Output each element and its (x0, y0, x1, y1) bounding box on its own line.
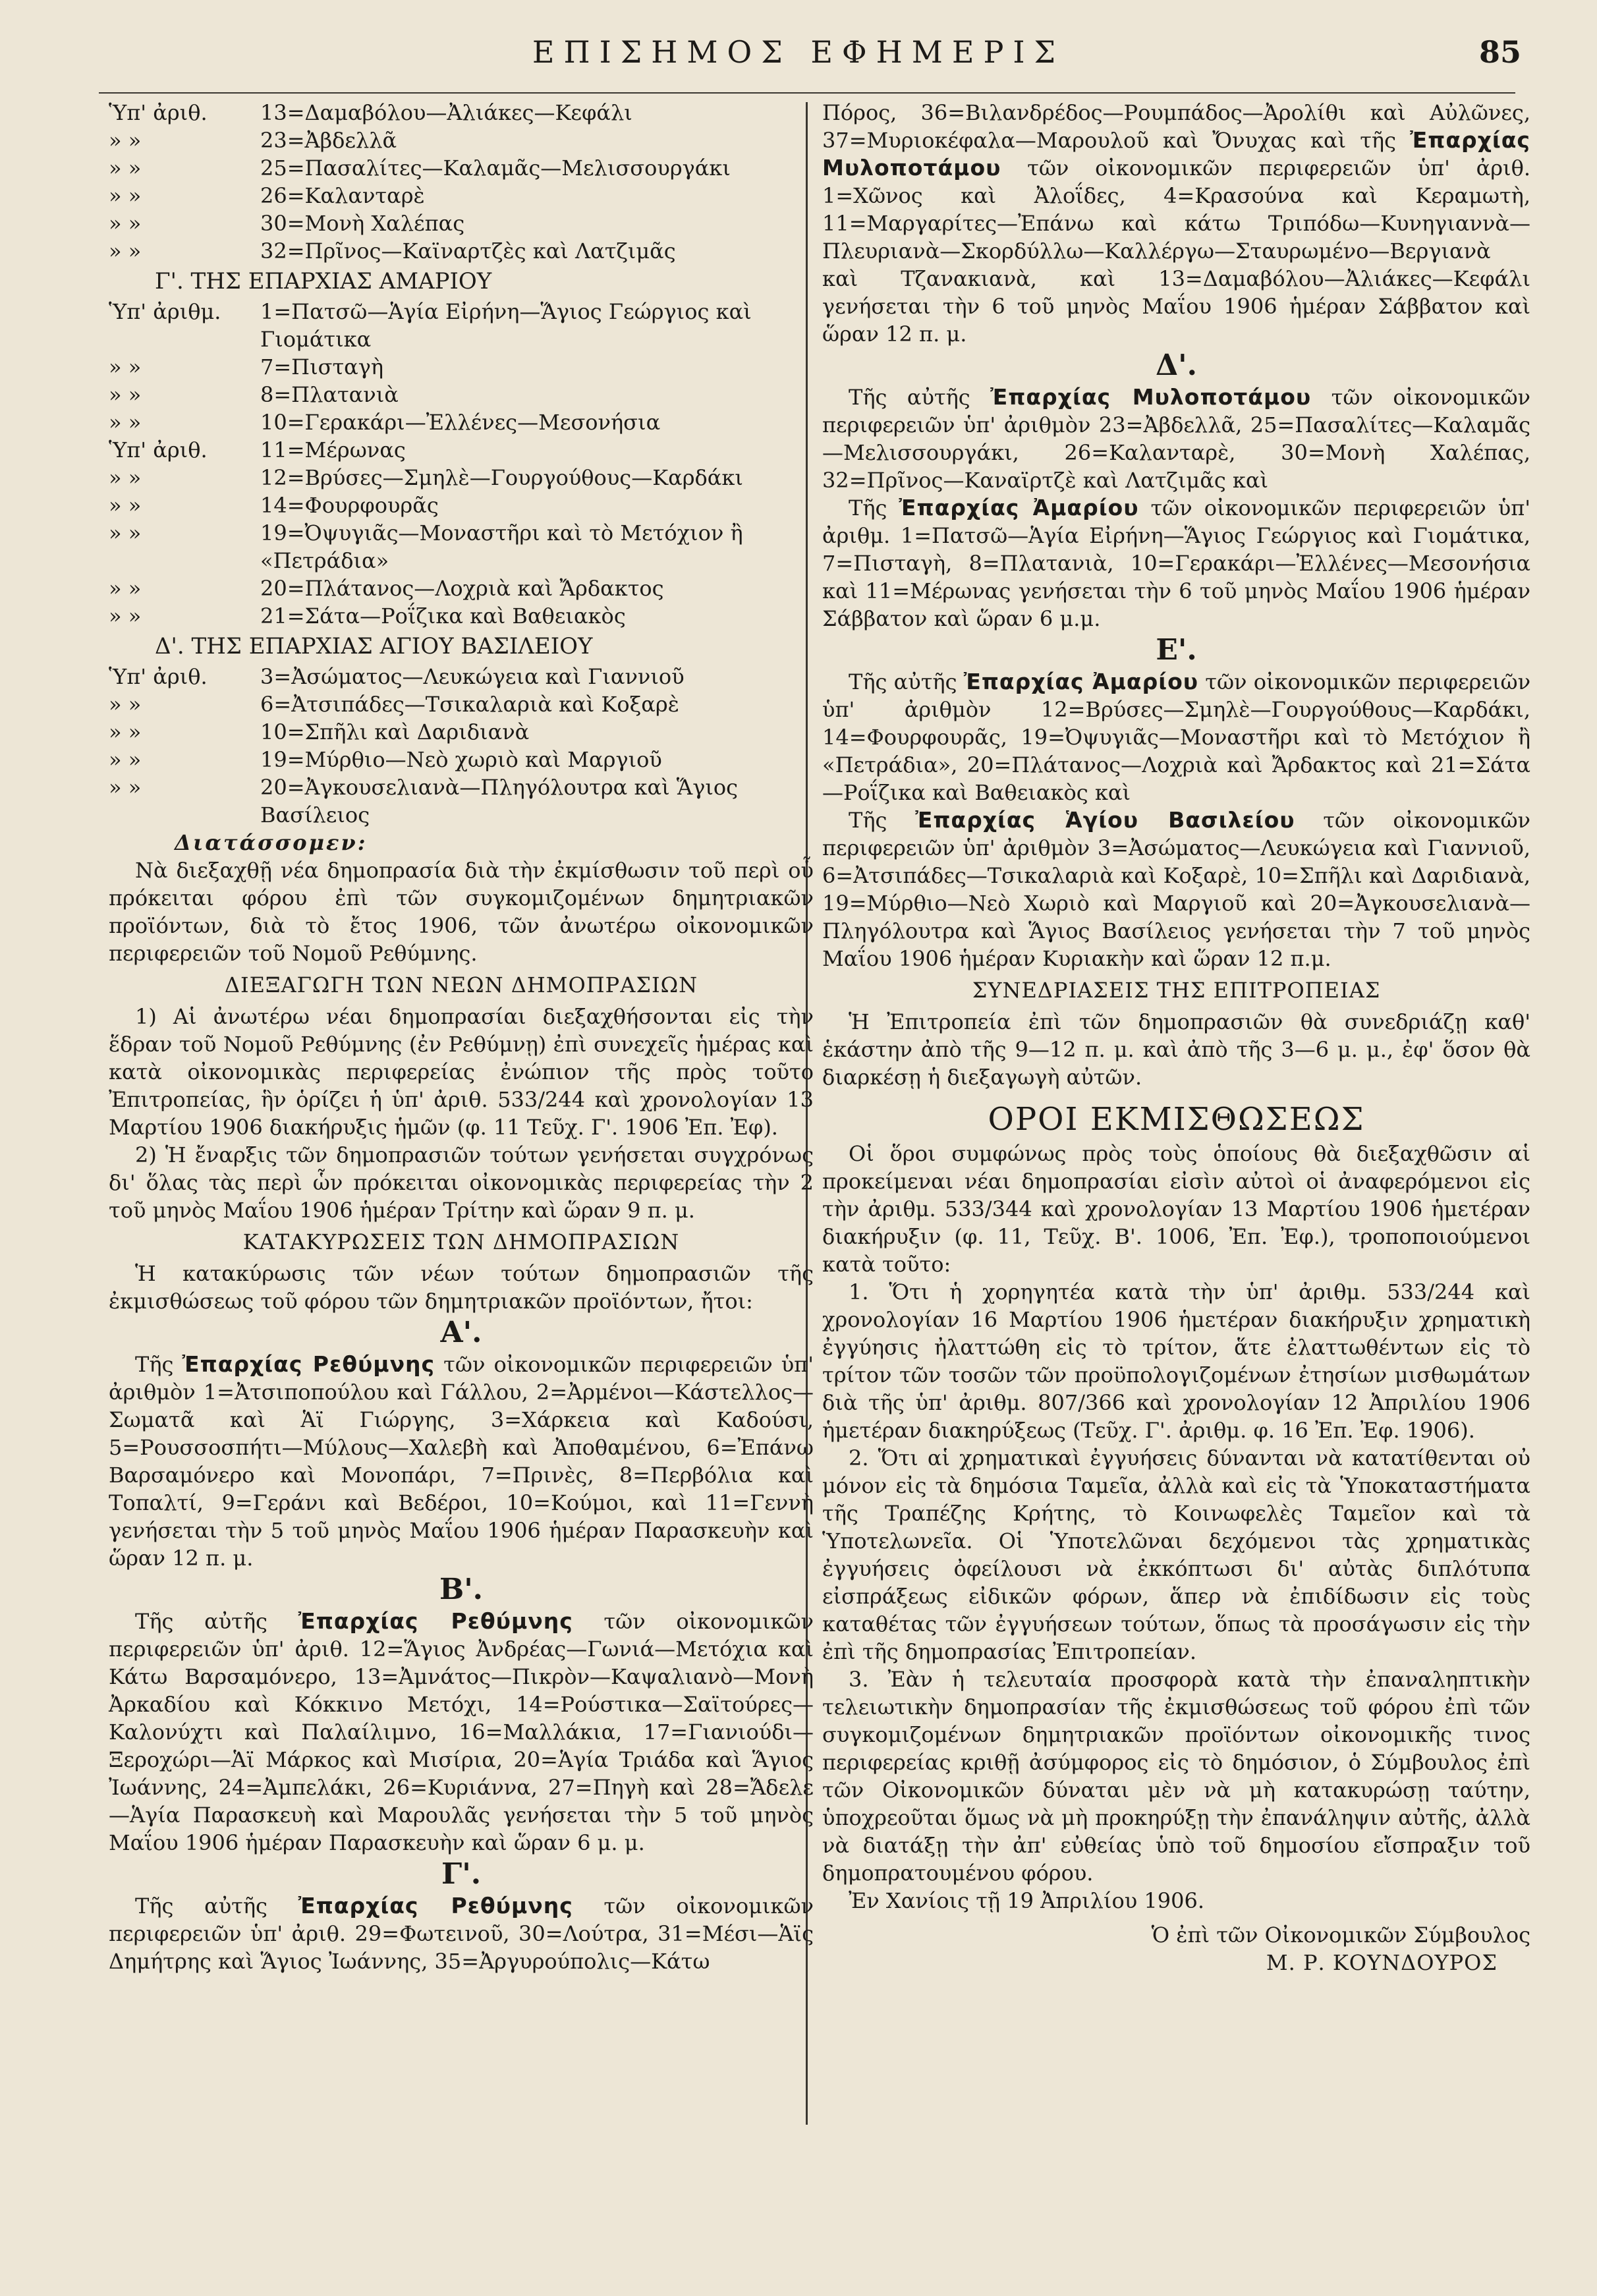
number-prefix: » » (109, 155, 142, 181)
date-line: Ἐν Χανίοις τῇ 19 Ἀπριλίου 1906. (849, 1888, 1204, 1913)
right-column (822, 99, 1530, 1976)
page-header (0, 34, 1597, 80)
list-item (109, 298, 814, 353)
province-name: Ἐπαρχίας Ἁγίου Βασιλείου (915, 807, 1295, 833)
decree-heading: Διατάσσομεν: (175, 830, 368, 855)
list-item (109, 519, 814, 574)
page-number: 85 (1478, 34, 1521, 70)
number-prefix: » » (109, 238, 142, 264)
district-entry: 3=Ἀσώματος—Λευκώγεια καὶ Γιαννιοῦ (260, 664, 685, 689)
text: Τῆς (135, 1352, 182, 1377)
list-item (109, 690, 814, 718)
list-item (109, 574, 814, 602)
list-item (109, 663, 814, 690)
text: τῶν οἰκονομικῶν περιφερειῶν ὑπ' ἀριθ. 29=Φωτεινοῦ, 30=Λούτρα, 31=Μέσι—Ἁϊς Δημήτρης καὶ Ἅγιος Ἰωάννης, 35=Ἀργυρούπολις—Κάτω (109, 1893, 814, 1974)
district-entry: 14=Φουρφουρᾶς (260, 493, 439, 518)
list-item (109, 464, 814, 491)
province-name: Ἐπαρχίας Μυλοποτάμου (990, 384, 1312, 410)
list-item (109, 773, 814, 829)
number-prefix: » » (109, 465, 142, 490)
paragraph-b (109, 1608, 814, 1857)
text: Τῆς αὐτῆς (135, 1609, 298, 1634)
list-item (109, 237, 814, 265)
province-name: Ἐπαρχίας Ρεθύμνης (298, 1608, 573, 1634)
text: Τῆς αὐτῆς (849, 385, 991, 410)
number-prefix: Ὑπ' ἀριθ. (109, 664, 208, 689)
text: τῶν οἰκονομικῶν περιφερειῶν ὑπ' ἀριθμ. 1=Πατσῶ—Ἁγία Εἰρήνη—Ἅγιος Γεώργιος καὶ Γιομάτικα, 7=Πισταγὴ, 8=Πλατανιὰ, 10=Γερακάρι—Ἐλλένες—Μεσονήσια καὶ 11=Μέρωνας γενήσεται τὴν 6 τοῦ μηνὸς Μαΐου 1906 ἡμέραν Σάββατον καὶ ὥραν 6 μ.μ. (822, 495, 1531, 631)
list-item (109, 99, 814, 126)
left-column (109, 99, 814, 1975)
number-prefix: » » (109, 603, 142, 629)
signatory-title: Ὁ ἐπὶ τῶν Οἰκονομικῶν Σύμβουλος (1151, 1922, 1530, 1947)
text: Τῆς αὐτῆς (135, 1893, 298, 1918)
term-3: 3. Ἐὰν ἡ τελευταία προσφορὰ κατὰ τὴν ἐπαναληπτικὴν τελειωτικὴν δημοπρασίαν τῆς ἐκμισθώσεως τοῦ φόρου ἐπὶ τῶν συγκομιζομένων δημητριακῶν προϊόντων οἰκονομικῆς τινος περιφερείας κριθῇ ἀσύμφορος εἰς τὸ δημόσιον, ὁ Σύμβουλος ἐπὶ τῶν Οἰκονομικῶν δύναται μὲν νὰ μὴ κατακυρώσῃ ταύτην, ὑποχρεοῦται ὅμως νὰ μὴ προκηρύξῃ τὴν ἐπανάληψιν αὐτῆς, ἀλλὰ νὰ διατάξῃ τὴν ἀπ' εὐθείας ὑπὸ τοῦ δημοσίου εἴσπραξιν τοῦ δημοπρατουμένου φόρου. (822, 1667, 1530, 1886)
list-item (109, 602, 814, 630)
amari-list (109, 298, 814, 630)
district-entry: 6=Ἀτσιπάδες—Τσικαλαριὰ καὶ Κοξαρὲ (260, 692, 679, 717)
list-item (109, 491, 814, 519)
list-item (109, 353, 814, 381)
number-prefix: » » (109, 128, 142, 153)
signatory-name: Μ. Ρ. ΚΟΥΝΔΟΥΡΟΣ (1266, 1950, 1498, 1975)
district-entry: 26=Καλανταρὲ (260, 183, 425, 208)
term-2: 2. Ὅτι αἱ χρηματικαὶ ἐγγυήσεις δύνανται νὰ κατατίθενται οὐ μόνον εἰς τὰ δημόσια Ταμεῖα, ἀλλὰ καὶ εἰς τὰ Ὑποκαταστήματα τῆς Τραπέζης Κρήτης, τὸ Κοινωφελὲς Ταμεῖον καὶ τὰ Ὑποτελωνεῖα. Οἱ Ὑποτελῶναι δεχόμενοι τὰς χρηματικὰς ἐγγυήσεις ὀφείλουσι νὰ ἐκκόπτωσι δι' αὐτὰς διπλότυπα εἰσπράξεως εἰδικῶν φόρων, ἅπερ νὰ ἐπιδίδωσιν εἰς τοὺς καταθέτας τῶν ἐγγυήσεων τούτων, ὅπως τὰ προσάγωσιν εἰς τὴν ἐπὶ τῆς δημοπρασίας Ἐπιτροπείαν. (822, 1445, 1530, 1664)
district-entry: 23=Ἀβδελλᾶ (260, 128, 397, 153)
text: Τῆς αὐτῆς (849, 669, 964, 694)
district-entry: 30=Μονὴ Χαλέπας (260, 211, 465, 236)
list-item (109, 126, 814, 154)
letter-e: Ε'. (1156, 633, 1197, 667)
list-item (109, 718, 814, 746)
district-entry: 19=Ὀψυγιᾶς—Μοναστῆρι καὶ τὸ Μετόχιον ἢ «Πετράδια» (260, 520, 743, 573)
number-prefix: » » (109, 354, 142, 379)
text: τῶν οἰκονομικῶν περιφερειῶν ὑπ' ἀριθμὸν 3=Ἀσώματος—Λευκώγεια καὶ Γιαννιοῦ, 6=Ἀτσιπάδες—Τσικαλαριὰ καὶ Κοξαρὲ, 10=Σπῆλι καὶ Δαριδιανὰ, 19=Μύρθιο—Νεὸ Χωριὸ καὶ Μαργιοῦ καὶ 20=Ἀγκουσελιανὰ—Πληγόλουτρα καὶ Ἅγιος Βασίλειος γενήσεται τὴν 7 τοῦ μηνὸς Μαΐου 1906 ἡμέραν Κυριακὴν καὶ ὥραν 12 π.μ. (822, 808, 1531, 971)
paragraph-a (109, 1351, 814, 1572)
paragraph-e (822, 668, 1530, 806)
gazette-title: ΕΠΙΣΗΜΟΣ ΕΦΗΜΕΡΙΣ (532, 34, 1065, 70)
number-prefix: Ὑπ' ἀριθμ. (109, 299, 221, 324)
district-entry: 21=Σάτα—Ροΐζικα καὶ Βαθειακὸς (260, 603, 626, 629)
text: Τῆς (849, 495, 899, 520)
amari-list-continued (109, 99, 814, 265)
number-prefix: Ὑπ' ἀριθ. (109, 100, 208, 125)
district-entry: 20=Ἀγκουσελιανὰ—Πληγόλουτρα καὶ Ἅγιος Βασίλειος (260, 775, 739, 827)
decree-paragraph: Νὰ διεξαχθῇ νέα δημοπρασία διὰ τὴν ἐκμίσθωσιν τοῦ περὶ οὗ πρόκειται φόρου ἐπὶ τῶν συγκομιζομένων δημητριακῶν προϊόντων, διὰ τὸ ἔτος 1906, τῶν ἀνωτέρω οἰκονομικῶν περιφερειῶν τοῦ Νομοῦ Ρεθύμνης. (109, 858, 814, 966)
conduct-paragraph-1: 1) Αἱ ἀνωτέρω νέαι δημοπρασίαι διεξαχθήσονται εἰς τὴν ἕδραν τοῦ Νομοῦ Ρεθύμνης (ἐν Ρεθύμνῃ) ἐπὶ συνεχεῖς ἡμέρας καὶ κατὰ οἰκονομικὰς περιφερείας ἐνώπιον τῆς πρὸς τοῦτο Ἐπιτροπείας, ἣν ὁρίζει ἡ ὑπ' ἀριθ. 533/244 καὶ χρονολογίαν 13 Μαρτίου 1906 διακήρυξις ἡμῶν (φ. 11 Τεῦχ. Γ'. 1906 Ἐπ. Ἐφ). (109, 1004, 814, 1140)
number-prefix: » » (109, 382, 142, 407)
text: τῶν οἰκονομικῶν περιφερειῶν ὑπ' ἀριθμὸν 1=Ἀτσιποπούλου καὶ Γάλλου, 2=Ἀρμένοι—Κάστελλος—Σωματᾶ καὶ Ἁϊ Γιώργης, 3=Χάρκεια καὶ Καδούσι, 5=Ρουσσοσπήτι—Μύλους—Χαλεβὴ καὶ Ἀποθαμένου, 6=Ἐπάνω Βαρσαμόνερο καὶ Μονοπάρι, 7=Πρινὲς, 8=Περβόλια καὶ Τοπαλτί, 9=Γεράνι καὶ Βεδέροι, 10=Κούμοι, καὶ 11=Γεννὴ γενήσεται τὴν 5 τοῦ μηνὸς Μαΐου 1906 ἡμέραν Παρασκευὴν καὶ ὥραν 12 π. μ. (109, 1352, 814, 1571)
sessions-paragraph: Ἡ Ἐπιτροπεία ἐπὶ τῶν δημοπρασιῶν θὰ συνεδριάζῃ καθ' ἑκάστην ἀπὸ τῆς 9—12 π. μ. καὶ ἀπὸ τῆς 3—6 μ. μ., ἐφ' ὅσον θὰ διαρκέσῃ ἡ διεξαγωγὴ αὐτῶν. (822, 1009, 1530, 1090)
list-item (109, 408, 814, 436)
number-prefix: » » (109, 719, 142, 744)
letter-a: Α'. (440, 1316, 482, 1349)
list-item (109, 154, 814, 182)
text: τῶν οἰκονομικῶν περιφερειῶν ὑπ' ἀριθμὸν 12=Βρύσες—Σμηλὲ—Γουργούθους—Καρδάκι, 14=Φουρφουρᾶς, 19=Ὀψυγιᾶς—Μοναστῆρι καὶ τὸ Μετόχιον ἢ «Πετράδια», 20=Πλάτανος—Λοχριὰ καὶ Ἄρδακτος καὶ 21=Σάτα—Ροΐζικα καὶ Βαθειακὸς καὶ (822, 669, 1531, 805)
letter-d: Δ'. (1156, 349, 1197, 382)
number-prefix: » » (109, 493, 142, 518)
letter-b: Β'. (439, 1573, 483, 1606)
district-entry: 25=Πασαλίτες—Καλαμᾶς—Μελισσουργάκι (260, 155, 731, 181)
district-entry: 11=Μέρωνας (260, 437, 406, 462)
number-prefix: » » (109, 692, 142, 717)
number-prefix: » » (109, 410, 142, 435)
term-1: 1. Ὅτι ἡ χορηγητέα κατὰ τὴν ὑπ' ἀριθμ. 533/244 καὶ χρονολογίαν 16 Μαρτίου 1906 ἡμετέραν διακήρυξιν χρηματικὴ ἐγγύησις ἠλαττώθη εἰς τὸ τρίτον, ἅτε ἐλαττωθέντων εἰς τὸ τρίτον τῶν τοσῶν τῶν προϋπολογιζομένων ἐτησίων μισθωμάτων διὰ τῆς ὑπ' ἀριθμ. 807/366 καὶ χρονολογίαν 12 Ἀπριλίου 1906 ἡμετέραν διακηρύξεως (Τεῦχ. Γ'. ἀριθμ. φ. 16 Ἐπ. Ἐφ. 1906). (822, 1279, 1530, 1443)
district-entry: 12=Βρύσες—Σμηλὲ—Γουργούθους—Καρδάκι (260, 465, 743, 490)
header-rule (99, 92, 1515, 94)
agios-vasileios-list (109, 663, 814, 829)
province-name: Ἐπαρχίας Μυλοποτάμου (822, 127, 1530, 181)
province-name: Ἐπαρχίας Ἀμαρίου (963, 669, 1199, 694)
paragraph-c (109, 1892, 814, 1975)
district-entry: 1=Πατσῶ—Ἁγία Εἰρήνη—Ἅγιος Γεώργιος καὶ Γιομάτικα (260, 299, 752, 352)
district-entry: 32=Πρῖνος—Καϊναρτζὲς καὶ Λατζιμᾶς (260, 238, 676, 264)
heading-lease-terms: ΟΡΟΙ ΕΚΜΙΣΘΩΣΕΩΣ (988, 1101, 1365, 1138)
text: τῶν οἰκονομικῶν περιφερειῶν ὑπ' ἀριθ. 12=Ἅγιος Ἀνδρέας—Γωνιά—Μετόχια καὶ Κάτω Βαρσαμόνερο, 13=Ἀμνάτος—Πικρὸν—Καψαλιανὸ—Μονὴ Ἀρκαδίου καὶ Κόκκινο Μετόχι, 14=Ρούστικα—Σαϊτούρες—Καλονύχτι καὶ Παλαίλιμνο, 16=Μαλλάκια, 17=Γιανιούδι—Ξεροχώρι—Ἁϊ Μάρκος καὶ Μισίρια, 20=Ἁγία Τριάδα καὶ Ἅγιος Ἰωάννης, 24=Ἀμπελάκι, 26=Κυριάννα, 27=Πηγὴ καὶ 28=Ἄδελε—Ἁγία Παρασκευὴ καὶ Μαρουλᾶς γενήσεται τὴν 5 τοῦ μηνὸς Μαΐου 1906 ἡμέραν Παρασκευὴν καὶ ὥραν 6 μ. μ. (109, 1609, 814, 1855)
letter-c: Γ'. (441, 1857, 482, 1891)
province-name: Ἐπαρχίας Ρεθύμνης (182, 1351, 435, 1377)
number-prefix: » » (109, 747, 142, 772)
heading-sessions: ΣΥΝΕΔΡΙΑΣΕΙΣ ΤΗΣ ΕΠΙΤΡΟΠΕΙΑΣ (972, 978, 1381, 1003)
list-item (109, 182, 814, 210)
number-prefix: Ὑπ' ἀριθ. (109, 437, 208, 462)
list-item (109, 210, 814, 237)
district-entry: 13=Δαμαβόλου—Ἀλιάκες—Κεφάλι (260, 100, 632, 125)
text: Τῆς (849, 808, 916, 833)
heading-adjudications: ΚΑΤΑΚΥΡΩΣΕΙΣ ΤΩΝ ΔΗΜΟΠΡΑΣΙΩΝ (242, 1229, 680, 1254)
conduct-paragraph-2: 2) Ἡ ἔναρξις τῶν δημοπρασιῶν τούτων γενήσεται συγχρόνως δι' ὅλας τὰς περὶ ὧν πρόκειται οἰκονομικὰς περιφερείας τὴν 2 τοῦ μηνὸς Μαΐου 1906 ἡμέραν Τρίτην καὶ ὥραν 9 π. μ. (109, 1142, 814, 1223)
district-entry: 7=Πισταγὴ (260, 354, 384, 379)
text: τῶν οἰκονομικῶν περιφερειῶν ὑπ' ἀριθ. 1=Χῶνος καὶ Ἀλοΐδες, 4=Κρασούνα καὶ Κεραμωτὴ, 11=Μαργαρίτες—Ἐπάνω καὶ κάτω Τριπόδω—Κυνηγιαννὰ—Πλευριανὰ—Σκορδύλλω—Καλλέργω—Σταυρωμένο—Βεργιανὰ καὶ Τζανακιανὰ, καὶ 13=Δαμαβόλου—Ἀλιάκες—Κεφάλι γενήσεται τὴν 6 τοῦ μηνὸς Μαΐου 1906 ἡμέραν Σάββατον καὶ ὥραν 12 π. μ. (822, 155, 1530, 347)
adjudication-intro: Ἡ κατακύρωσις τῶν νέων τούτων δημοπρασιῶν τῆς ἐκμισθώσεως τοῦ φόρου τῶν δημητριακῶν προϊόντων, ἤτοι: (109, 1261, 814, 1314)
paragraph-d2 (822, 494, 1530, 632)
number-prefix: » » (109, 520, 142, 546)
section-heading-agios-vasileios: Δ'. ΤΗΣ ΕΠΑΡΧΙΑΣ ΑΓΙΟΥ ΒΑΣΙΛΕΙΟΥ (155, 633, 593, 659)
province-name: Ἐπαρχίας Ρεθύμνης (298, 1893, 573, 1918)
district-entry: 8=Πλατανιὰ (260, 382, 399, 407)
text: Πόρος, 36=Βιλανδρέδος—Ρουμπάδος—Ἀρολίθι καὶ Αὐλῶνες, 37=Μυριοκέφαλα—Μαρουλοῦ καὶ Ὄνυχας καὶ τῆς (822, 100, 1530, 153)
district-entry: 19=Μύρθιο—Νεὸ χωριὸ καὶ Μαργιοῦ (260, 747, 662, 772)
paragraph-d (822, 383, 1530, 494)
section-heading-amari: Γ'. ΤΗΣ ΕΠΑΡΧΙΑΣ ΑΜΑΡΙΟΥ (155, 268, 492, 294)
paragraph-c-continued (822, 99, 1530, 348)
paragraph-e2 (822, 806, 1530, 972)
province-name: Ἐπαρχίας Ἀμαρίου (899, 495, 1139, 520)
list-item (109, 436, 814, 464)
heading-conduct: ΔΙΕΞΑΓΩΓΗ ΤΩΝ ΝΕΩΝ ΔΗΜΟΠΡΑΣΙΩΝ (224, 972, 698, 997)
number-prefix: » » (109, 211, 142, 236)
number-prefix: » » (109, 576, 142, 601)
list-item (109, 381, 814, 408)
district-entry: 10=Σπῆλι καὶ Δαριδιανὰ (260, 719, 530, 744)
number-prefix: » » (109, 775, 142, 800)
district-entry: 20=Πλάτανος—Λοχριὰ καὶ Ἄρδακτος (260, 576, 664, 601)
terms-intro: Οἱ ὅροι συμφώνως πρὸς τοὺς ὁποίους θὰ διεξαχθῶσιν αἱ προκείμεναι νέαι δημοπρασίαι εἰσὶν αὐτοὶ οἱ ἀναφερόμενοι εἰς τὴν ἀριθμ. 533/344 καὶ χρονολογίαν 13 Μαρτίου 1906 ἡμετέραν διακήρυξιν (φ. 11, Τεῦχ. Β'. 1006, Ἐπ. Ἐφ.), τροποποιούμενοι κατὰ τοῦτο: (822, 1141, 1530, 1277)
district-entry: 10=Γερακάρι—Ἐλλένες—Μεσονήσια (260, 410, 661, 435)
text: τῶν οἰκονομικῶν περιφερειῶν ὑπ' ἀριθμὸν 23=Ἀβδελλᾶ, 25=Πασαλίτες—Καλαμᾶς—Μελισσουργάκι, 26=Καλανταρὲ, 30=Μονὴ Χαλέπας, 32=Πρῖνος—Καναϊρτζὲ καὶ Λατζιμᾶς καὶ (822, 385, 1531, 493)
number-prefix: » » (109, 183, 142, 208)
list-item (109, 746, 814, 773)
